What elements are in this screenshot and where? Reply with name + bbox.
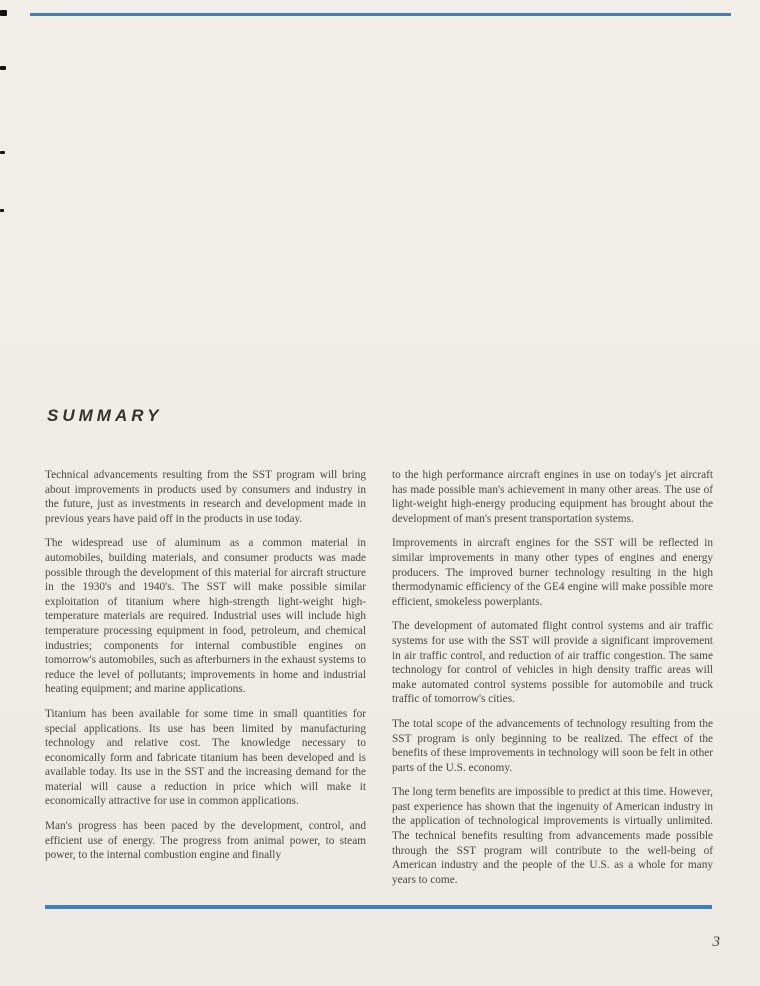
page-title: SUMMARY: [47, 406, 163, 425]
paragraph-left-3: Titanium has been available for some time in small quantities for special applications. Its use has been limited by manufacturing technology and relative cost. The knowledge necessary to economically form and fabricate titanium has been developed and is available today. Its use in the SST and the increasing demand for the material will cause a reduction in price which will make it economically attractive for use in common applications.: [45, 707, 366, 808]
right-column: [392, 468, 713, 887]
paragraph-left-2: The widespread use of aluminum as a common material in automobiles, building materials, and consumer products was made possible through the development of this material for aircraft structure in the 1930's and 1940's. The SST will make possible similar exploitation of titanium where high-strength light-weight high-temperature materials are required. Industrial uses will include high temperature processing equipment in food, petroleum, and chemical industries; components for internal combustible engines on tomorrow's automobiles, such as afterburners in the exhaust systems to reduce the level of pollutants; improvements in home and industrial heating equipment; and marine applications.: [45, 537, 366, 696]
scan-artifact: [0, 151, 5, 154]
scan-artifact: [0, 209, 4, 212]
page-number: 3: [712, 934, 720, 950]
left-column: [45, 468, 366, 887]
scan-artifact: [0, 66, 6, 70]
paragraph-left-1: Technical advancements resulting from the SST program will bring about improvements in products used by consumers and industry in the future, just as investments in research and development made in previous years have paid off in the products in use today.: [45, 469, 366, 525]
paragraph-right-5: The long term benefits are impossible to predict at this time. However, past experience has shown that the ingenuity of American industry in the application of technological improvements is virtually unlimited. The technical benefits resulting from advancements made possible through the SST program will contribute to the well-being of American industry and the people of the U.S. as a whole for many years to come.: [392, 786, 713, 886]
bottom-rule: [45, 905, 712, 909]
paragraph-right-4: The total scope of the advancements of technology resulting from the SST program is only beginning to be realized. The effect of the benefits of these improvements in technology will soon be felt in other parts of the U.S. economy.: [392, 717, 713, 774]
paragraph-right-1: to the high performance aircraft engines in use on today's jet aircraft has made possible man's achievement in many other areas. The use of light-weight high-energy producing equipment has brought about the development of man's present transportation systems.: [392, 469, 713, 525]
scan-artifact: [0, 10, 7, 16]
text-columns: [45, 468, 713, 887]
paragraph-right-2: Improvements in aircraft engines for the SST will be reflected in similar improvements in many other types of engines and energy producers. The improved burner technology resulting in the high thermodynamic efficiency of the GE4 engine will make possible more efficient, smokeless powerplants.: [392, 537, 713, 608]
paragraph-right-3: The development of automated flight control systems and air traffic systems for use with the SST will provide a significant improvement in air traffic control, and reduction of air traffic congestion. The same technology for control of vehicles in high density traffic areas will make automated control systems possible for automobile and truck traffic of tomorrow's cities.: [392, 620, 713, 706]
top-rule: [30, 13, 731, 16]
paragraph-left-4: Man's progress has been paced by the development, control, and efficient use of energy. The progress from animal power, to steam power, to the internal combustion engine and finally: [45, 820, 366, 862]
